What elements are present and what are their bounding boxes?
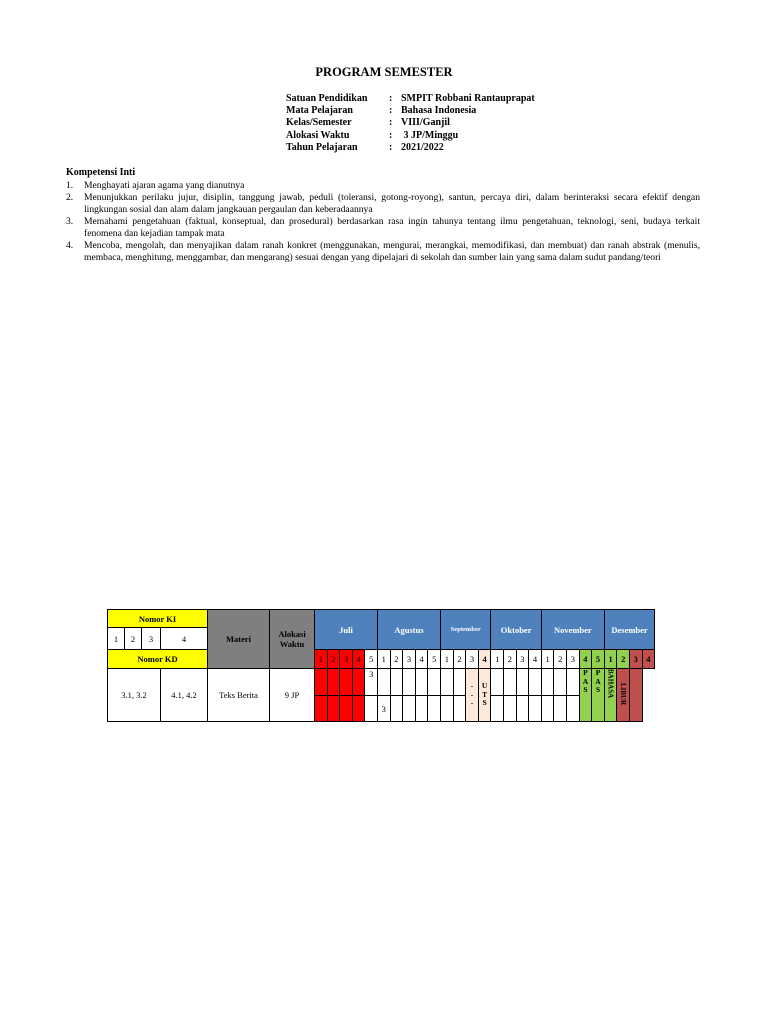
ki-number-cell: 1 bbox=[108, 628, 125, 650]
schedule-cell: 3 bbox=[365, 669, 378, 696]
pas-label: P A S bbox=[595, 668, 601, 694]
libur-blank-cell bbox=[630, 669, 643, 722]
kd-4-cell: 4.1, 4.2 bbox=[161, 669, 208, 722]
ki-number: 2. bbox=[66, 192, 74, 203]
week-cell: 3 bbox=[630, 650, 643, 669]
week-cell: 5 bbox=[428, 650, 441, 669]
document-title: PROGRAM SEMESTER bbox=[315, 65, 453, 79]
schedule-cell bbox=[441, 696, 454, 722]
alokasi-cell: 9 JP bbox=[270, 669, 315, 722]
week-cell: 5 bbox=[592, 650, 605, 669]
week-cell: 4 bbox=[352, 650, 365, 669]
week-cell: 5 bbox=[365, 650, 378, 669]
meta-colon: : bbox=[389, 105, 393, 117]
uts-label: U T S bbox=[481, 681, 488, 708]
schedule-cell bbox=[529, 696, 542, 722]
meta-row bbox=[286, 142, 535, 154]
nomor-kd-header: Nomor KD bbox=[108, 650, 208, 669]
kd-3-cell: 3.1, 3.2 bbox=[108, 669, 161, 722]
ki-item bbox=[66, 240, 700, 264]
schedule-cell bbox=[491, 696, 504, 722]
week-cell: 2 bbox=[327, 650, 340, 669]
libur-label: LIBUR bbox=[619, 682, 628, 706]
schedule-cell bbox=[453, 669, 466, 696]
meta-label: Alokasi Waktu bbox=[286, 129, 350, 141]
ki-number-cell: 3 bbox=[142, 628, 161, 650]
ki-text: Memahami pengetahuan (faktual, konseptual, dan prosedural) berdasarkan rasa ingin tahunya tentang ilmu pengetahuan, teknologi, seni, budaya terkait fenomena dan kejadian tampak mata bbox=[84, 216, 700, 239]
schedule-cell bbox=[504, 696, 517, 722]
meta-label: Tahun Pelajaran bbox=[286, 141, 358, 153]
alokasi-header: Alokasi Waktu bbox=[270, 610, 315, 669]
ki-heading: Kompetensi Inti bbox=[66, 167, 136, 178]
schedule-cell bbox=[428, 669, 441, 696]
meta-row bbox=[286, 117, 535, 129]
schedule-cell bbox=[315, 669, 328, 696]
schedule-cell bbox=[390, 669, 403, 696]
schedule-cell bbox=[453, 696, 466, 722]
dash-cell bbox=[466, 669, 479, 722]
schedule-cell bbox=[340, 669, 353, 696]
week-cell: 2 bbox=[504, 650, 517, 669]
ki-number-cell: 4 bbox=[161, 628, 208, 650]
schedule-cell bbox=[441, 669, 454, 696]
ki-item bbox=[66, 180, 700, 192]
meta-value: SMPIT Robbani Rantauprapat bbox=[401, 93, 535, 104]
schedule-cell bbox=[340, 696, 353, 722]
schedule-cell bbox=[491, 669, 504, 696]
week-cell: 1 bbox=[541, 650, 554, 669]
week-cell: 3 bbox=[466, 650, 479, 669]
schedule-cell bbox=[352, 696, 365, 722]
dash-label: - - - bbox=[470, 681, 474, 708]
week-cell: 3 bbox=[516, 650, 529, 669]
week-cell: 1 bbox=[378, 650, 391, 669]
meta-value: Bahasa Indonesia bbox=[401, 105, 477, 117]
schedule-cell bbox=[403, 669, 416, 696]
schedule-cell: 3 bbox=[378, 696, 391, 722]
materi-header: Materi bbox=[208, 610, 270, 669]
month-header: Juli bbox=[315, 610, 378, 650]
meta-row bbox=[286, 130, 535, 142]
week-cell: 2 bbox=[390, 650, 403, 669]
month-header: Desember bbox=[604, 610, 654, 650]
schedule-cell bbox=[327, 669, 340, 696]
meta-colon: : bbox=[389, 129, 393, 141]
schedule-cell bbox=[415, 696, 428, 722]
identity-block bbox=[286, 93, 535, 154]
week-cell: 2 bbox=[453, 650, 466, 669]
meta-label: Kelas/Semester bbox=[286, 117, 352, 129]
meta-colon: : bbox=[389, 93, 393, 104]
week-cell: 4 bbox=[642, 650, 655, 669]
ki-number: 3. bbox=[66, 216, 74, 227]
ki-item bbox=[66, 216, 700, 240]
materi-cell: Teks Berita bbox=[208, 669, 270, 722]
week-cell: 1 bbox=[315, 650, 328, 669]
schedule-cell bbox=[529, 669, 542, 696]
schedule-cell bbox=[327, 696, 340, 722]
pas-cell bbox=[579, 669, 592, 722]
meta-colon: : bbox=[389, 117, 393, 129]
week-cell: 1 bbox=[441, 650, 454, 669]
week-cell: 1 bbox=[491, 650, 504, 669]
week-cell: 1 bbox=[604, 650, 617, 669]
schedule-cell bbox=[554, 696, 567, 722]
schedule-cell bbox=[428, 696, 441, 722]
month-header: Oktober bbox=[491, 610, 541, 650]
meta-value: VIII/Ganjil bbox=[401, 117, 450, 129]
schedule-cell bbox=[504, 669, 517, 696]
meta-label: Mata Pelajaran bbox=[286, 105, 353, 117]
pas-label: P A S bbox=[582, 668, 589, 694]
schedule-cell bbox=[541, 669, 554, 696]
ki-text: Menghayati ajaran agama yang dianutnya bbox=[84, 180, 245, 191]
schedule-cell bbox=[554, 669, 567, 696]
week-cell: 3 bbox=[340, 650, 353, 669]
week-cell: 3 bbox=[403, 650, 416, 669]
schedule-cell bbox=[315, 696, 328, 722]
schedule-cell bbox=[390, 696, 403, 722]
week-cell: 4 bbox=[529, 650, 542, 669]
uts-cell bbox=[478, 669, 491, 722]
meta-colon: : bbox=[389, 141, 393, 153]
schedule-cell bbox=[516, 696, 529, 722]
schedule-cell bbox=[516, 669, 529, 696]
week-cell: 4 bbox=[579, 650, 592, 669]
program-semester-table bbox=[107, 609, 655, 722]
pas-cell bbox=[592, 669, 605, 722]
ki-number: 4. bbox=[66, 240, 74, 251]
meta-value: 3 JP/Minggu bbox=[401, 129, 459, 141]
ki-number: 1. bbox=[66, 180, 74, 191]
meta-label: Satuan Pendidikan bbox=[286, 93, 368, 104]
libur-cell bbox=[617, 669, 630, 722]
meta-value: 2021/2022 bbox=[401, 141, 444, 153]
month-header: November bbox=[541, 610, 604, 650]
meta-row bbox=[286, 93, 535, 105]
week-cell: 3 bbox=[567, 650, 580, 669]
week-cell: 4 bbox=[478, 650, 491, 669]
ki-text: Menunjukkan perilaku jujur, disiplin, tanggung jawab, peduli (toleransi, gotong-royong), santun, percaya diri, dalam berinteraksi secara efektif dengan lingkungan sosial dan alam dalam jangkauan pergaulan dan keberadaannya bbox=[84, 192, 700, 215]
bahasa-cell bbox=[604, 669, 617, 722]
schedule-cell bbox=[567, 669, 580, 696]
bahasa-label: BAHASA bbox=[606, 669, 615, 699]
schedule-cell bbox=[567, 696, 580, 722]
nomor-ki-header: Nomor KI bbox=[108, 610, 208, 628]
schedule-cell bbox=[378, 669, 391, 696]
schedule-cell bbox=[365, 696, 378, 722]
week-cell: 2 bbox=[617, 650, 630, 669]
week-cell: 2 bbox=[554, 650, 567, 669]
ki-item bbox=[66, 192, 700, 216]
ki-list bbox=[66, 180, 700, 264]
meta-row bbox=[286, 105, 535, 117]
week-cell: 4 bbox=[415, 650, 428, 669]
month-header: Agustus bbox=[378, 610, 441, 650]
schedule-cell bbox=[352, 669, 365, 696]
month-header: September bbox=[441, 610, 491, 650]
ki-text: Mencoba, mengolah, dan menyajikan dalam ranah konkret (menggunakan, mengurai, merangkai, memodifikasi, dan membuat) dan ranah abstrak (menulis, membaca, menghitung, menggambar, dan mengarang) sesuai dengan yang dipelajari di sekolah dan sumber lain yang sama dalam sudut pandang/teori bbox=[84, 240, 700, 263]
schedule-cell bbox=[403, 696, 416, 722]
schedule-cell bbox=[541, 696, 554, 722]
ki-number-cell: 2 bbox=[125, 628, 142, 650]
schedule-cell bbox=[415, 669, 428, 696]
